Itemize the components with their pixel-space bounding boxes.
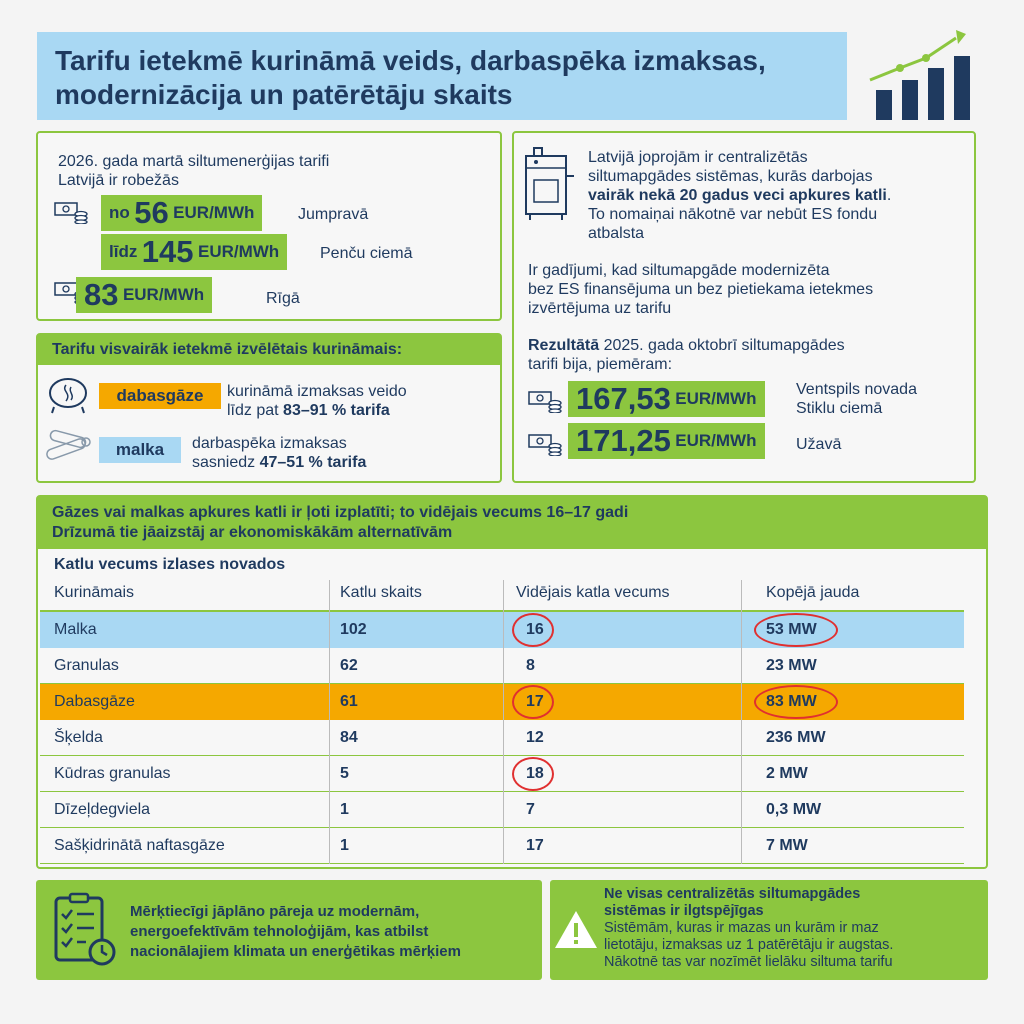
column-divider: [741, 580, 742, 864]
table-row: [40, 648, 964, 684]
transition-text: Mērķtiecīgi jāplāno pāreja uz modernām, energoefektīvām tehnoloģijām, kas atbilst nacionālajiem klimata un enerģētikas mērķiem: [130, 903, 461, 960]
result-text: Rezultātā 2025. gada oktobrī siltumapgādes tarifi bija, piemēram:: [528, 337, 845, 373]
highlight-circle: [754, 685, 838, 719]
cell-power: 0,3 MW: [766, 801, 822, 818]
col-header-age: Vidējais katla vecums: [516, 584, 670, 601]
money-icon: [528, 389, 562, 413]
money-icon: [528, 432, 562, 456]
ventspils-tariff-highlight: 167,53 EUR/MWh: [568, 381, 765, 417]
cell-fuel: Šķelda: [54, 729, 103, 746]
highlight-circle: [512, 613, 554, 647]
fuel-header: Tarifu visvairāk ietekmē izvēlētais kurināmais:: [52, 341, 403, 358]
cell-count: 1: [340, 837, 349, 854]
cell-count: 102: [340, 621, 367, 638]
cell-count: 62: [340, 657, 358, 674]
cell-fuel: Malka: [54, 621, 97, 638]
highlight-circle: [512, 757, 554, 791]
wood-text: darbaspēka izmaksas sasniedz 47–51 % tarifa: [192, 435, 367, 471]
cell-power: 83 MW: [766, 693, 817, 710]
cell-power: 53 MW: [766, 621, 817, 638]
modernization-text: Ir gadījumi, kad siltumapgāde modernizēta bez ES finansējuma un bez pietiekama ietekmes izvērtējuma uz tarifu: [528, 262, 874, 317]
cell-count: 84: [340, 729, 358, 746]
cell-fuel: Sašķidrinātā naftasgāze: [54, 837, 225, 854]
page-title: Tarifu ietekmē kurināmā veids, darbaspēka izmaksas, modernizācija un patērētāju skaits: [55, 45, 766, 110]
cell-fuel: Dīzeļdegviela: [54, 801, 151, 818]
gas-tank-icon: [46, 375, 90, 415]
boiler-icon: [520, 146, 576, 224]
checklist-icon: [50, 892, 120, 970]
money-icon: [54, 200, 88, 224]
riga-tariff-place: Rīgā: [266, 290, 300, 307]
cell-fuel: Dabasgāze: [54, 693, 135, 710]
warning-icon: [552, 908, 600, 952]
tariff-intro: 2026. gada martā siltumenerģijas tarifi Latvijā ir robežās: [58, 153, 330, 189]
uzava-place: Užavā: [796, 436, 842, 453]
table-row: [40, 684, 964, 720]
col-header-count: Katlu skaits: [340, 584, 422, 601]
cell-power: 2 MW: [766, 765, 808, 782]
max-tariff-highlight: līdz 145 EUR/MWh: [101, 234, 287, 270]
min-tariff-place: Jumpravā: [298, 206, 369, 223]
cell-count: 1: [340, 801, 349, 818]
cell-power: 23 MW: [766, 657, 817, 674]
ventspils-place: Ventspils novada Stiklu ciemā: [796, 381, 917, 417]
cell-age: 7: [526, 801, 535, 818]
cell-power: 236 MW: [766, 729, 826, 746]
growth-chart-icon: [866, 18, 978, 122]
gas-label: dabasgāze: [99, 383, 221, 409]
firewood-icon: [42, 428, 94, 464]
table-row: [40, 792, 964, 828]
table-row: [40, 612, 964, 648]
cell-age: 8: [526, 657, 535, 674]
cell-count: 5: [340, 765, 349, 782]
table-row: [40, 828, 964, 864]
cell-age: 17: [526, 837, 544, 854]
col-header-fuel: Kurināmais: [54, 584, 135, 601]
cell-age: 12: [526, 729, 544, 746]
cell-power: 7 MW: [766, 837, 808, 854]
boilers-header: Gāzes vai malkas apkures katli ir ļoti izplatīti; to vidējais vecums 16–17 gadi Drīzumā tie jāaizstāj ar ekonomiskākām alternatīvām: [52, 504, 629, 541]
max-tariff-place: Penču ciemā: [320, 245, 413, 262]
old-boilers-text: Latvijā joprojām ir centralizētās siltumapgādes sistēmas, kurās darbojas vairāk nekā 20 gadus veci apkures katli. To nomaiņai nākotnē var nebūt ES fondu atbalsta: [588, 149, 892, 242]
riga-tariff-highlight: 83 EUR/MWh: [76, 277, 212, 313]
cell-age: 17: [526, 693, 544, 710]
gas-text: kurināmā izmaksas veido līdz pat 83–91 % tarifa: [227, 383, 407, 419]
highlight-circle: [754, 613, 838, 647]
table-title: Katlu vecums izlases novados: [54, 556, 286, 573]
col-header-power: Kopējā jauda: [766, 584, 860, 601]
cell-count: 61: [340, 693, 358, 710]
cell-age: 18: [526, 765, 544, 782]
cell-age: 16: [526, 621, 544, 638]
table-row: [40, 756, 964, 792]
table-row: [40, 720, 964, 756]
sustainability-text: Ne visas centralizētās siltumapgādes sistēmas ir ilgtspējīgas Sistēmām, kuras ir mazas un kurām ir maz lietotāju, izmaksas uz 1 patērētāju ir augstas. Nākotnē tas var nozīmēt lielāku siltuma tarifu: [604, 886, 894, 970]
wood-label: malka: [99, 437, 181, 463]
highlight-circle: [512, 685, 554, 719]
cell-fuel: Kūdras granulas: [54, 765, 171, 782]
min-tariff-highlight: no 56 EUR/MWh: [101, 195, 262, 231]
column-divider: [503, 580, 504, 864]
title-banner: [37, 32, 847, 120]
uzava-tariff-highlight: 171,25 EUR/MWh: [568, 423, 765, 459]
cell-fuel: Granulas: [54, 657, 119, 674]
column-divider: [329, 580, 330, 864]
